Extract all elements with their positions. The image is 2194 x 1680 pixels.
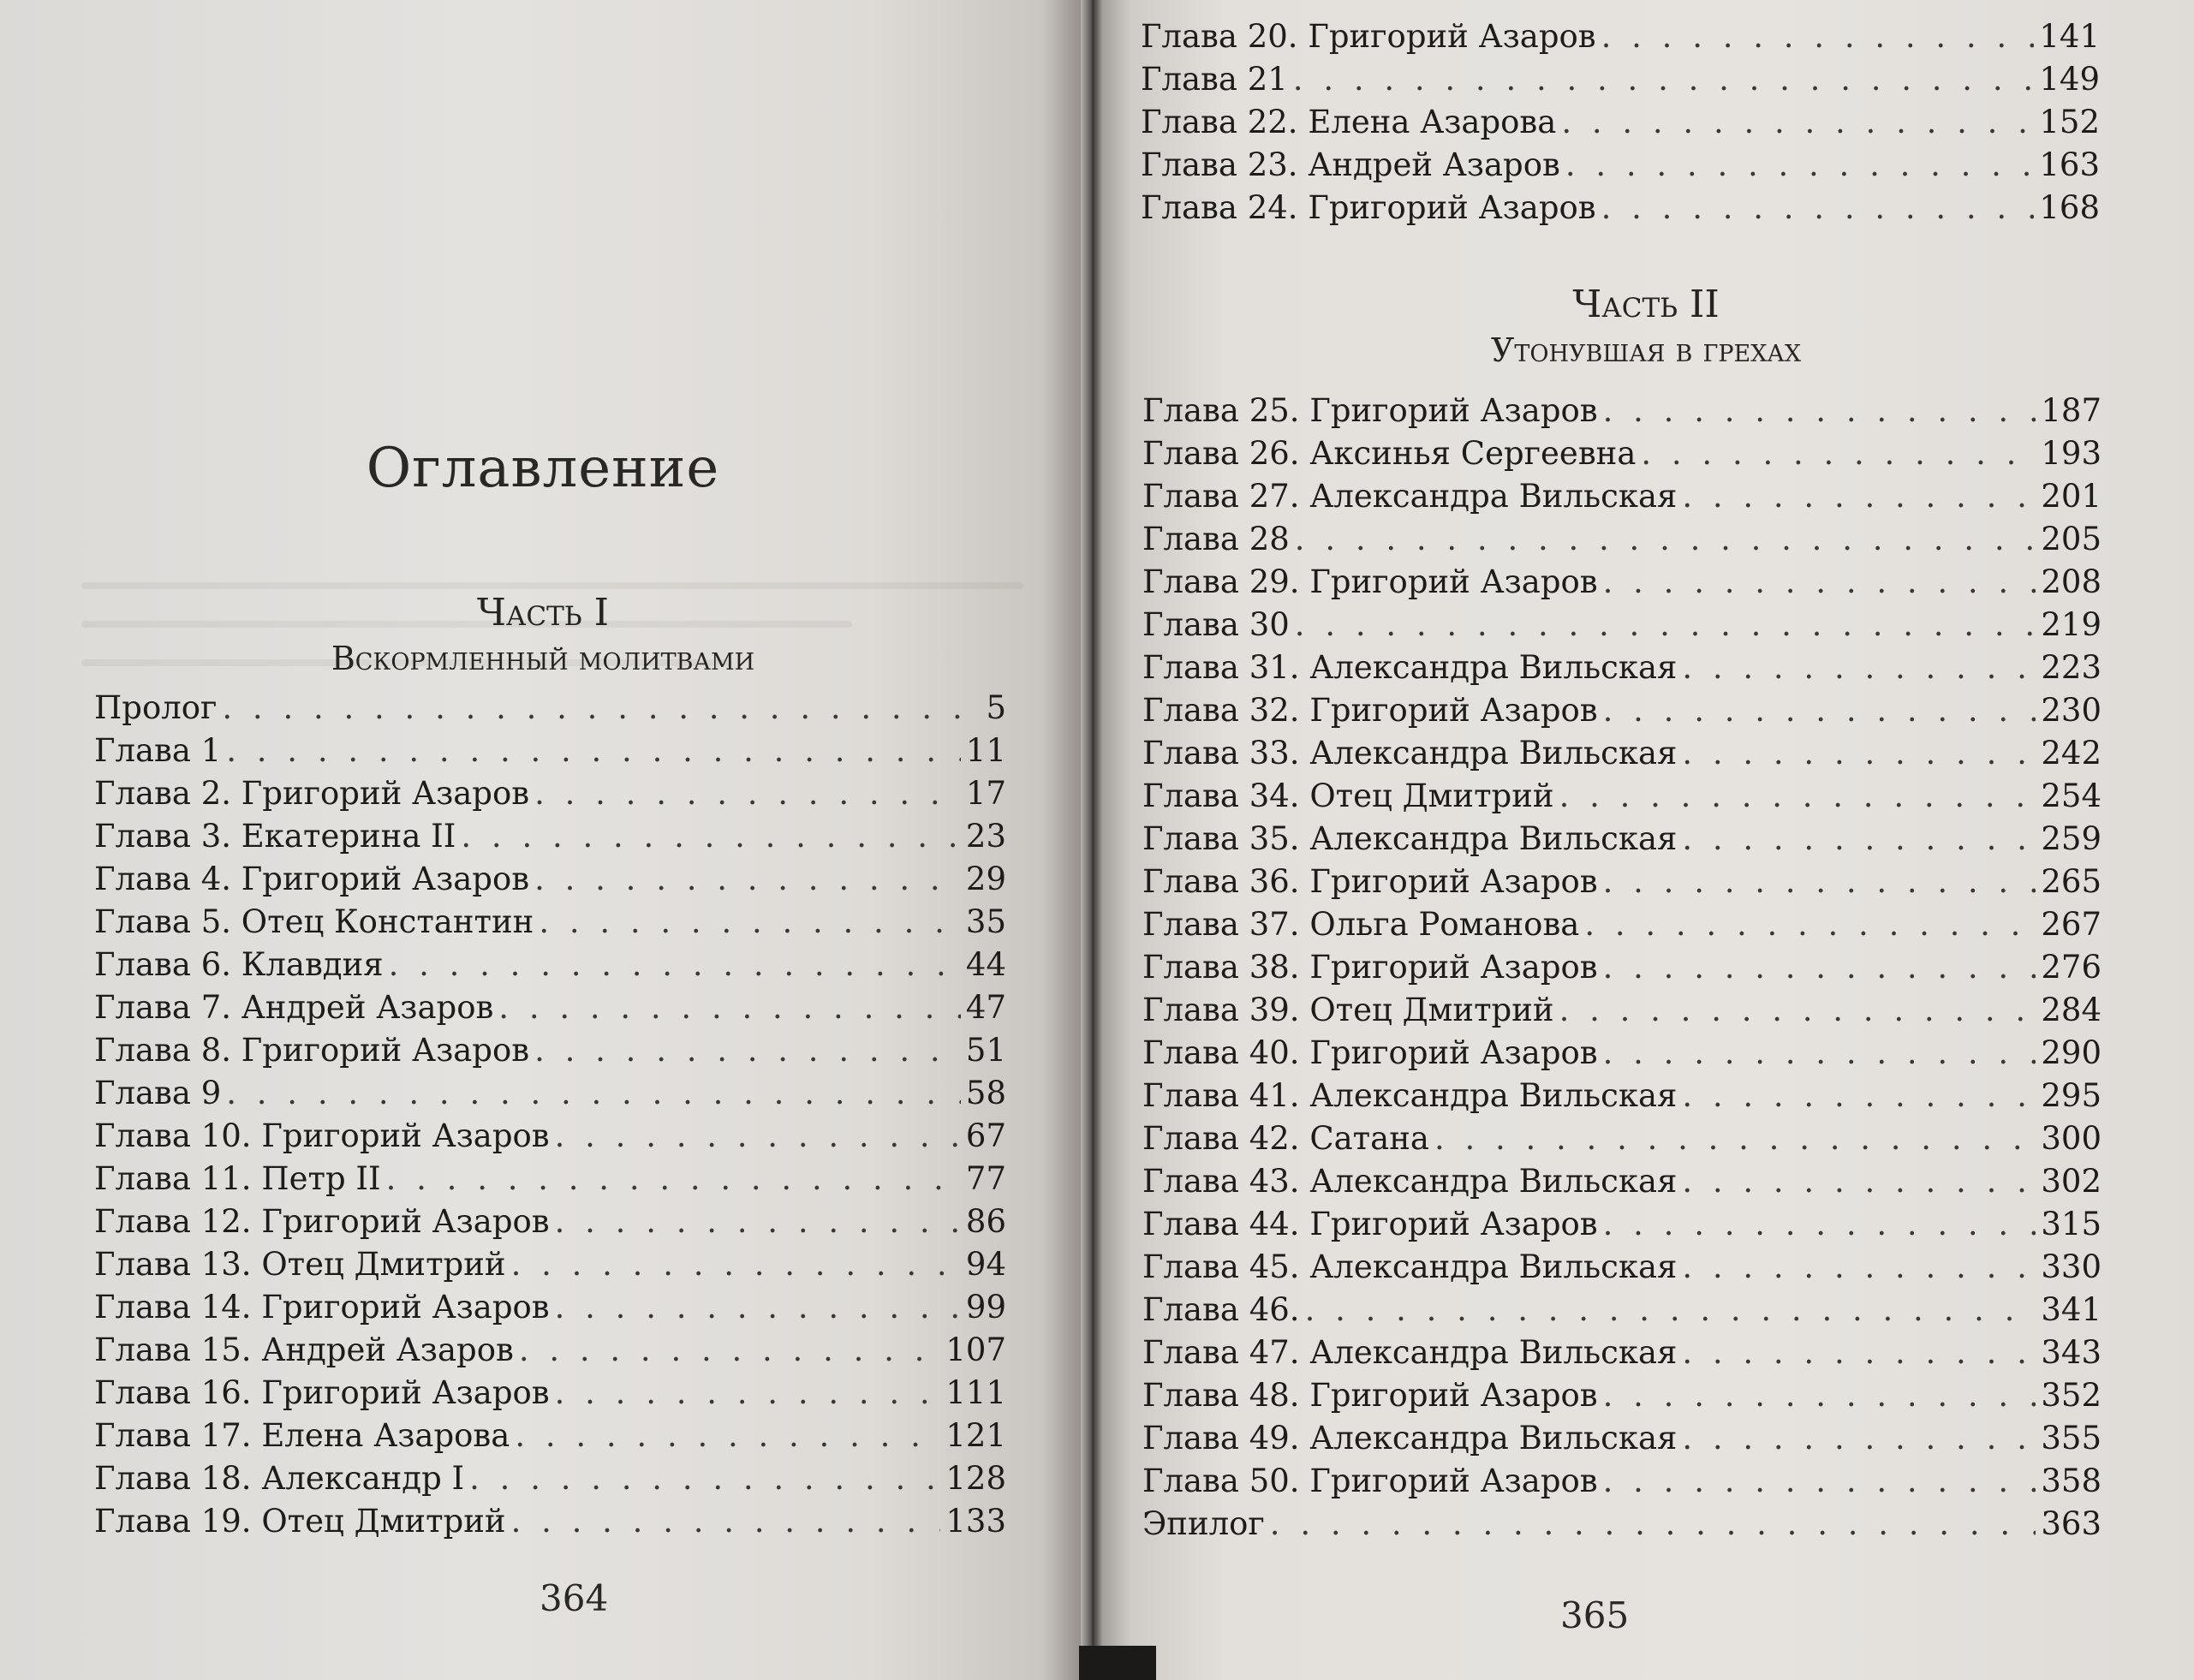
dot-leader <box>511 1243 961 1286</box>
toc-entry-label: Глава 45. Александра Вильская <box>1142 1248 1678 1285</box>
toc-entry-label: Глава 50. Григорий Азаров <box>1142 1463 1598 1499</box>
dot-leader <box>1584 903 2036 946</box>
toc-entry-page: 343 <box>2041 1334 2102 1371</box>
toc-entry-label: Эпилог <box>1142 1505 1265 1542</box>
toc-entry-label: Глава 25. Григорий Азаров <box>1142 392 1598 429</box>
dot-leader <box>1434 1117 2036 1160</box>
dot-leader <box>1682 732 2036 775</box>
toc-entry <box>1142 989 2102 1032</box>
toc-entry <box>1142 1460 2102 1503</box>
toc-list-left <box>94 687 1006 1543</box>
toc-entry-page: 259 <box>2041 820 2102 857</box>
toc-entry-page: 44 <box>965 946 1006 983</box>
toc-entry <box>94 1372 1006 1415</box>
toc-entry <box>94 1029 1006 1072</box>
toc-entry-page: 149 <box>2039 61 2100 98</box>
toc-entry-label: Глава 10. Григорий Азаров <box>94 1117 550 1154</box>
toc-entry-page: 29 <box>965 861 1006 897</box>
dot-leader <box>389 944 961 986</box>
toc-entry <box>94 1500 1006 1543</box>
toc-entry-label: Глава 21 <box>1141 61 1288 98</box>
toc-entry <box>1142 1203 2102 1246</box>
dot-leader <box>1559 775 2036 818</box>
toc-entry-page: 107 <box>945 1331 1006 1368</box>
dot-leader <box>1603 1374 2036 1417</box>
toc-entry <box>1142 475 2102 518</box>
toc-entry-label: Глава 24. Григорий Азаров <box>1141 189 1596 226</box>
toc-entry-label: Глава 42. Сатана <box>1142 1120 1429 1157</box>
toc-entry-label: Глава 43. Александра Вильская <box>1142 1163 1678 1200</box>
toc-entry-label: Глава 31. Александра Вильская <box>1142 649 1678 686</box>
toc-entry-page: 290 <box>2041 1034 2102 1071</box>
dot-leader <box>511 1500 941 1543</box>
dot-leader <box>1603 390 2036 432</box>
toc-entry-page: 230 <box>2041 692 2102 729</box>
dot-leader <box>1641 432 2036 475</box>
toc-entry-page: 17 <box>965 775 1006 812</box>
dot-leader <box>534 858 961 901</box>
toc-entry-page: 163 <box>2039 146 2100 183</box>
toc-entry <box>94 687 1006 730</box>
dot-leader <box>1601 187 2035 229</box>
dot-leader <box>1565 144 2035 187</box>
dot-leader <box>226 1072 961 1115</box>
toc-entry-label: Глава 29. Григорий Азаров <box>1142 563 1598 600</box>
toc-entry-label: Глава 48. Григорий Азаров <box>1142 1377 1598 1414</box>
toc-entry-page: 330 <box>2041 1248 2102 1285</box>
dot-leader <box>1601 15 2035 58</box>
toc-entry-label: Глава 30 <box>1142 606 1290 643</box>
dot-leader <box>1270 1503 2036 1546</box>
toc-entry-label: Глава 32. Григорий Азаров <box>1142 692 1598 729</box>
toc-entry-label: Глава 20. Григорий Азаров <box>1141 18 1596 55</box>
toc-entry-page: 315 <box>2041 1206 2102 1242</box>
toc-entry-page: 358 <box>2041 1463 2102 1499</box>
book-spine <box>1081 0 1103 1680</box>
part-2-number: Часть II <box>1572 283 1720 326</box>
toc-entry-page: 219 <box>2041 606 2102 643</box>
toc-entry-page: 352 <box>2041 1377 2102 1414</box>
toc-entry-label: Глава 15. Андрей Азаров <box>94 1331 514 1368</box>
toc-entry <box>94 1286 1006 1329</box>
toc-entry <box>94 1243 1006 1286</box>
toc-entry <box>94 1457 1006 1500</box>
toc-entry <box>1142 1289 2102 1331</box>
toc-entry <box>1142 390 2102 432</box>
toc-entry-label: Глава 17. Елена Азарова <box>94 1417 510 1454</box>
toc-entry-label: Глава 12. Григорий Азаров <box>94 1203 550 1240</box>
toc-entry <box>94 858 1006 901</box>
toc-entry-label: Глава 13. Отец Дмитрий <box>94 1246 506 1283</box>
dot-leader <box>539 901 961 944</box>
toc-entry <box>94 730 1006 772</box>
dot-leader <box>386 1158 961 1200</box>
dot-leader <box>1603 689 2036 732</box>
dot-leader <box>534 1029 961 1072</box>
toc-list-right-top <box>1141 15 2100 229</box>
dot-leader <box>555 1286 961 1329</box>
page-number-right: 365 <box>1560 1594 1630 1636</box>
dot-leader <box>555 1115 961 1158</box>
toc-entry-page: 267 <box>2041 906 2102 943</box>
toc-entry-label: Глава 3. Екатерина II <box>94 818 456 855</box>
dot-leader <box>1559 989 2036 1032</box>
toc-entry <box>94 1072 1006 1115</box>
toc-entry <box>1141 101 2100 144</box>
toc-entry-label: Глава 19. Отец Дмитрий <box>94 1503 506 1540</box>
toc-entry-label: Глава 16. Григорий Азаров <box>94 1374 550 1411</box>
toc-entry <box>94 986 1006 1029</box>
dot-leader <box>1295 518 2036 561</box>
dot-leader <box>1603 1032 2036 1075</box>
toc-entry-page: 99 <box>965 1289 1006 1326</box>
toc-entry-page: 77 <box>965 1160 1006 1197</box>
toc-entry <box>1142 1075 2102 1117</box>
toc-entry-label: Глава 46. <box>1142 1291 1300 1328</box>
toc-entry-page: 276 <box>2041 949 2102 986</box>
toc-entry <box>94 815 1006 858</box>
toc-entry-page: 121 <box>945 1417 1006 1454</box>
toc-entry-page: 223 <box>2041 649 2102 686</box>
toc-entry-label: Глава 22. Елена Азарова <box>1141 104 1557 140</box>
toc-entry-page: 5 <box>986 689 1006 726</box>
toc-entry-label: Глава 40. Григорий Азаров <box>1142 1034 1598 1071</box>
toc-title: Оглавление <box>366 437 720 500</box>
toc-entry-page: 205 <box>2041 521 2102 557</box>
toc-entry <box>1141 144 2100 187</box>
toc-entry-label: Глава 6. Клавдия <box>94 946 384 983</box>
toc-entry-page: 187 <box>2041 392 2102 429</box>
toc-entry <box>1141 15 2100 58</box>
toc-entry-label: Глава 14. Григорий Азаров <box>94 1289 550 1326</box>
toc-entry-page: 152 <box>2039 104 2100 140</box>
toc-entry-label: Пролог <box>94 689 218 726</box>
dot-leader <box>1561 101 2034 144</box>
toc-entry-label: Глава 41. Александра Вильская <box>1142 1077 1678 1114</box>
toc-entry <box>1142 1117 2102 1160</box>
toc-entry-label: Глава 37. Ольга Романова <box>1142 906 1580 943</box>
dot-leader <box>226 730 961 772</box>
toc-entry-page: 67 <box>965 1117 1006 1154</box>
toc-entry-page: 86 <box>965 1203 1006 1240</box>
toc-entry-page: 51 <box>965 1032 1006 1069</box>
toc-entry <box>94 772 1006 815</box>
dot-leader <box>222 687 967 730</box>
dot-leader <box>1682 1331 2036 1374</box>
toc-entry <box>94 1200 1006 1243</box>
toc-entry-page: 300 <box>2041 1120 2102 1157</box>
toc-entry <box>1141 187 2100 229</box>
toc-entry <box>94 1158 1006 1200</box>
toc-entry-label: Глава 2. Григорий Азаров <box>94 775 530 812</box>
toc-entry-page: 23 <box>965 818 1006 855</box>
dot-leader <box>519 1329 941 1372</box>
dot-leader <box>1682 818 2036 861</box>
toc-entry <box>94 1329 1006 1372</box>
toc-entry-label: Глава 39. Отец Дмитрий <box>1142 992 1554 1028</box>
toc-entry-label: Глава 9 <box>94 1075 222 1111</box>
toc-entry <box>1142 604 2102 646</box>
toc-entry-label: Глава 35. Александра Вильская <box>1142 820 1678 857</box>
toc-entry-label: Глава 49. Александра Вильская <box>1142 1420 1678 1457</box>
toc-entry-label: Глава 1 <box>94 732 222 769</box>
dot-leader <box>534 772 961 815</box>
left-page <box>0 0 1086 1680</box>
toc-entry <box>1142 1160 2102 1203</box>
dot-leader <box>1682 1417 2036 1460</box>
page-number-left: 364 <box>540 1577 609 1619</box>
toc-entry-page: 168 <box>2039 189 2100 226</box>
toc-entry <box>94 944 1006 986</box>
toc-entry-page: 363 <box>2041 1505 2102 1542</box>
toc-entry <box>1142 646 2102 689</box>
toc-list-right <box>1142 390 2102 1546</box>
bleed-through-text <box>81 582 1023 589</box>
dot-leader <box>555 1200 961 1243</box>
toc-entry <box>1142 1032 2102 1075</box>
toc-entry-page: 242 <box>2041 735 2102 771</box>
dot-leader <box>1603 861 2036 903</box>
toc-entry-page: 208 <box>2041 563 2102 600</box>
toc-entry-label: Глава 4. Григорий Азаров <box>94 861 530 897</box>
toc-entry <box>1142 1331 2102 1374</box>
dot-leader <box>461 815 961 858</box>
dot-leader <box>1682 1075 2036 1117</box>
toc-entry-page: 295 <box>2041 1077 2102 1114</box>
toc-entry-label: Глава 11. Петр II <box>94 1160 381 1197</box>
toc-entry-label: Глава 36. Григорий Азаров <box>1142 863 1598 900</box>
toc-entry <box>1142 818 2102 861</box>
toc-entry-label: Глава 34. Отец Дмитрий <box>1142 777 1554 814</box>
toc-entry-page: 265 <box>2041 863 2102 900</box>
dot-leader <box>1305 1289 2036 1331</box>
toc-entry-label: Глава 38. Григорий Азаров <box>1142 949 1598 986</box>
toc-entry-page: 193 <box>2041 435 2102 472</box>
toc-entry <box>1142 732 2102 775</box>
toc-entry <box>1142 432 2102 475</box>
dot-leader <box>1682 475 2036 518</box>
toc-entry-label: Глава 8. Григорий Азаров <box>94 1032 530 1069</box>
toc-entry-label: Глава 26. Аксинья Сергеевна <box>1142 435 1637 472</box>
toc-entry-page: 58 <box>965 1075 1006 1111</box>
toc-entry-label: Глава 33. Александра Вильская <box>1142 735 1678 771</box>
toc-entry <box>1142 1246 2102 1289</box>
dot-leader <box>555 1372 941 1415</box>
toc-entry-label: Глава 5. Отец Константин <box>94 903 534 940</box>
toc-entry-label: Глава 23. Андрей Азаров <box>1141 146 1560 183</box>
dot-leader <box>1682 646 2036 689</box>
toc-entry <box>94 1115 1006 1158</box>
spine-shadow <box>1079 1646 1156 1680</box>
toc-entry-page: 341 <box>2041 1291 2102 1328</box>
part-2-name: Утонувшая в грехах <box>1490 331 1802 369</box>
dot-leader <box>1682 1160 2036 1203</box>
dot-leader <box>1603 1203 2036 1246</box>
part-1-number: Часть I <box>476 591 610 634</box>
toc-entry-page: 141 <box>2039 18 2100 55</box>
dot-leader <box>1682 1246 2036 1289</box>
part-1-name: Вскормленный молитвами <box>331 640 755 677</box>
dot-leader <box>469 1457 940 1500</box>
dot-leader <box>515 1415 940 1457</box>
dot-leader <box>498 986 961 1029</box>
toc-entry <box>1142 1374 2102 1417</box>
part-2-heading <box>1098 283 2194 369</box>
right-page <box>1098 0 2194 1680</box>
toc-entry <box>1142 946 2102 989</box>
toc-entry-page: 11 <box>965 732 1006 769</box>
toc-entry <box>94 1415 1006 1457</box>
toc-entry <box>1141 58 2100 101</box>
toc-entry-label: Глава 28 <box>1142 521 1290 557</box>
toc-entry-page: 284 <box>2041 992 2102 1028</box>
dot-leader <box>1603 561 2036 604</box>
toc-entry-page: 35 <box>965 903 1006 940</box>
toc-entry-page: 47 <box>965 989 1006 1026</box>
toc-entry-page: 128 <box>945 1460 1006 1497</box>
part-1-heading <box>0 591 1086 677</box>
toc-entry-page: 94 <box>965 1246 1006 1283</box>
toc-entry-label: Глава 27. Александра Вильская <box>1142 478 1678 515</box>
toc-entry <box>1142 689 2102 732</box>
toc-entry <box>1142 861 2102 903</box>
toc-entry-page: 254 <box>2041 777 2102 814</box>
toc-entry <box>1142 775 2102 818</box>
toc-entry-page: 355 <box>2041 1420 2102 1457</box>
toc-entry <box>94 901 1006 944</box>
dot-leader <box>1295 604 2036 646</box>
toc-entry <box>1142 518 2102 561</box>
toc-entry-label: Глава 7. Андрей Азаров <box>94 989 494 1026</box>
toc-entry <box>1142 1503 2102 1546</box>
toc-entry <box>1142 903 2102 946</box>
toc-entry-label: Глава 44. Григорий Азаров <box>1142 1206 1598 1242</box>
toc-entry <box>1142 561 2102 604</box>
toc-entry-label: Глава 18. Александр I <box>94 1460 465 1497</box>
dot-leader <box>1603 946 2036 989</box>
toc-entry-label: Глава 47. Александра Вильская <box>1142 1334 1678 1371</box>
toc-entry-page: 302 <box>2041 1163 2102 1200</box>
toc-entry <box>1142 1417 2102 1460</box>
dot-leader <box>1293 58 2035 101</box>
dot-leader <box>1603 1460 2036 1503</box>
toc-entry-page: 111 <box>945 1374 1006 1411</box>
toc-entry-page: 201 <box>2041 478 2102 515</box>
toc-entry-page: 133 <box>945 1503 1006 1540</box>
